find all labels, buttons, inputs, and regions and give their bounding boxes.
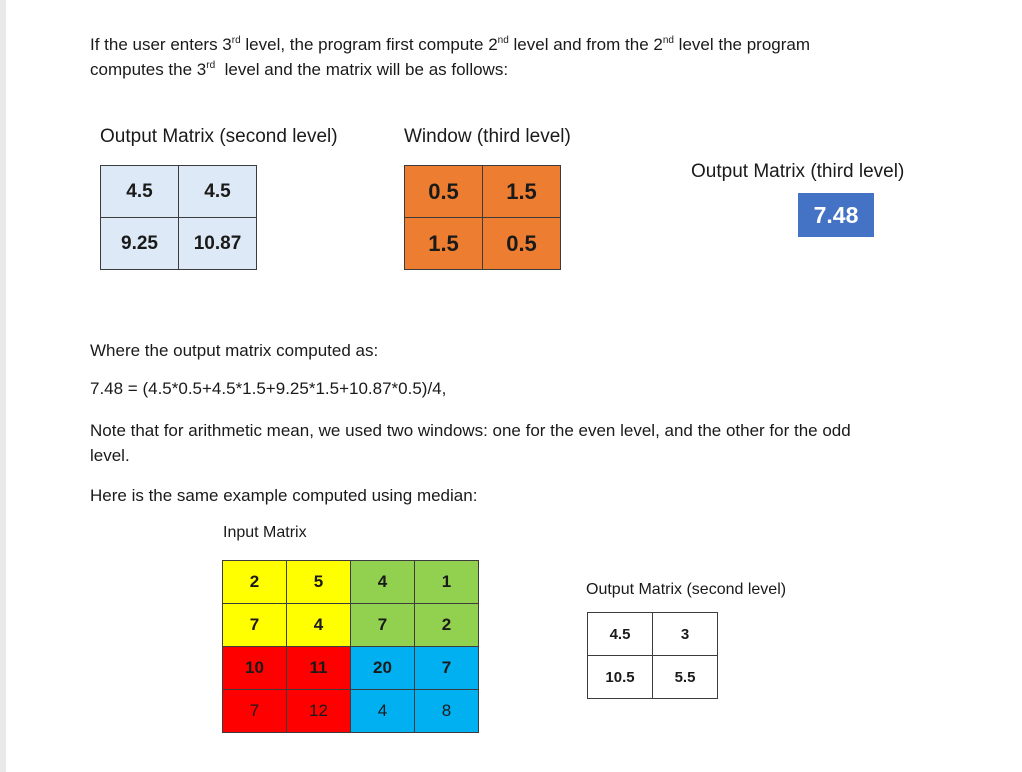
input-matrix-caption: Input Matrix [223, 524, 307, 541]
matrix-cell: 3 [653, 613, 718, 656]
window-matrix [404, 165, 561, 270]
intro-text: level and the matrix will be as follows: [215, 60, 509, 79]
matrix-cell: 7 [415, 647, 479, 690]
matrix-cell: 4 [351, 690, 415, 733]
output-matrix-second-level [100, 165, 257, 270]
intro-paragraph [90, 32, 810, 82]
superscript: nd [497, 35, 509, 46]
median-intro-line: Here is the same example computed using median: [90, 486, 478, 505]
matrix-cell: 1.5 [405, 218, 483, 270]
intro-text: If the user enters 3 [90, 35, 232, 54]
matrix-cell: 10 [223, 647, 287, 690]
page-edge-shadow [0, 0, 6, 772]
input-matrix [222, 560, 479, 733]
matrix-cell: 10.5 [588, 656, 653, 699]
matrix-cell: 4.5 [588, 613, 653, 656]
matrix-cell: 11 [287, 647, 351, 690]
matrix-cell: 8 [415, 690, 479, 733]
matrix-cell: 1.5 [483, 166, 561, 218]
intro-text: level the program [673, 35, 811, 54]
matrix-cell: 7 [223, 604, 287, 647]
note-paragraph [90, 418, 851, 468]
result-caption: Output Matrix (third level) [691, 161, 905, 182]
explanation-line: Where the output matrix computed as: [90, 341, 379, 360]
matrix-cell: 2 [415, 604, 479, 647]
window-caption: Window (third level) [404, 126, 571, 147]
superscript: nd [662, 35, 674, 46]
matrix-cell: 2 [223, 561, 287, 604]
matrix-cell: 20 [351, 647, 415, 690]
result-value: 7.48 [798, 193, 874, 237]
matrix-cell: 10.87 [179, 218, 257, 270]
superscript: rd [231, 35, 241, 46]
output-matrix-caption: Output Matrix (second level) [100, 126, 338, 147]
matrix-cell: 7 [223, 690, 287, 733]
intro-text: level and from the 2 [508, 35, 663, 54]
matrix-cell: 12 [287, 690, 351, 733]
formula-line: 7.48 = (4.5*0.5+4.5*1.5+9.25*1.5+10.87*0.5)/4, [90, 379, 447, 398]
superscript: rd [206, 60, 216, 71]
median-output-matrix [587, 612, 718, 699]
matrix-cell: 0.5 [405, 166, 483, 218]
intro-text: computes the 3 [90, 60, 207, 79]
matrix-cell: 7 [351, 604, 415, 647]
matrix-cell: 9.25 [101, 218, 179, 270]
matrix-cell: 1 [415, 561, 479, 604]
note-text: Note that for arithmetic mean, we used two windows: one for the even level, and the other for the odd [90, 421, 851, 440]
intro-text: level, the program first compute 2 [240, 35, 498, 54]
matrix-cell: 4 [287, 604, 351, 647]
matrix-cell: 5.5 [653, 656, 718, 699]
matrix-cell: 4 [351, 561, 415, 604]
matrix-cell: 5 [287, 561, 351, 604]
matrix-cell: 4.5 [179, 166, 257, 218]
median-output-caption: Output Matrix (second level) [586, 581, 787, 598]
matrix-cell: 4.5 [101, 166, 179, 218]
matrix-cell: 0.5 [483, 218, 561, 270]
note-text: level. [90, 446, 130, 465]
